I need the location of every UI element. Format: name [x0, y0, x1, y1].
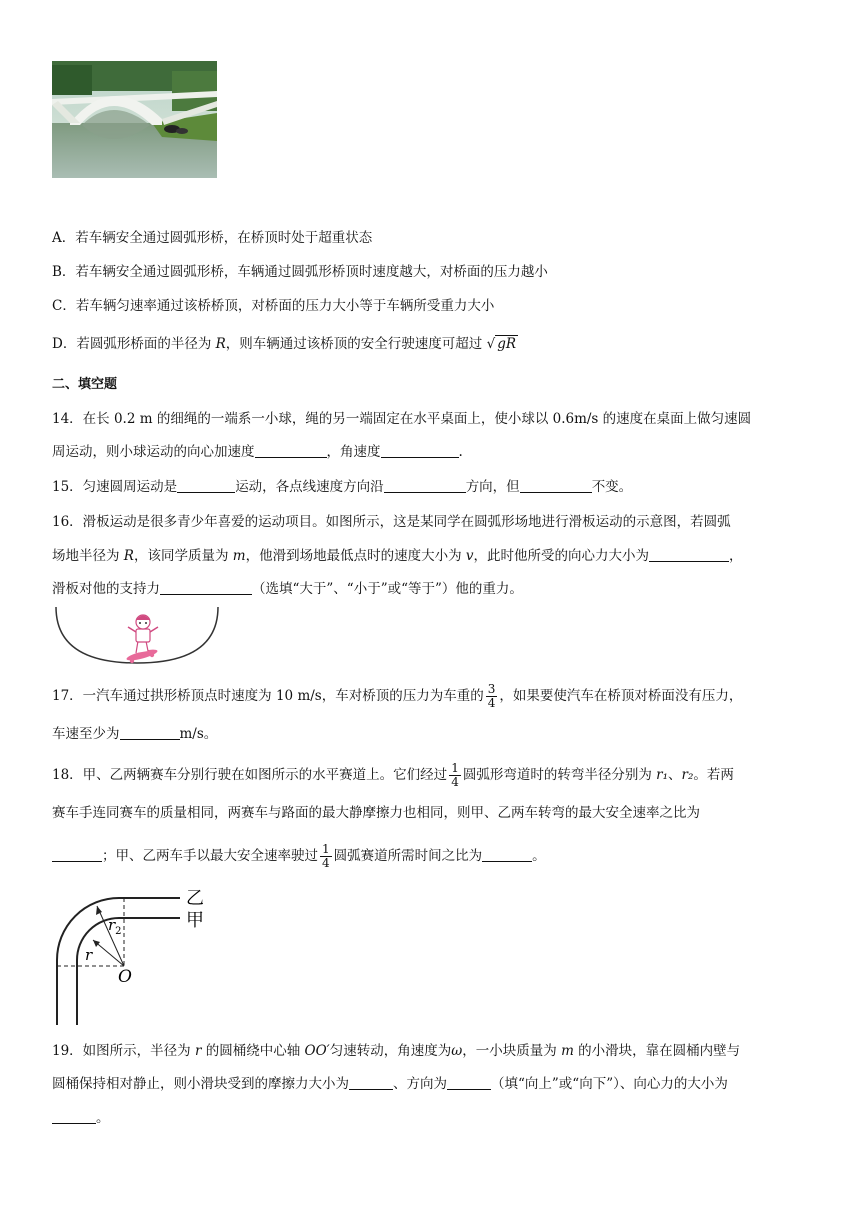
q19-blank-friction[interactable]	[349, 1075, 393, 1090]
q18-blank-ratio-speed[interactable]	[52, 847, 102, 862]
q17-blank-speed[interactable]	[120, 725, 180, 740]
track-label-yi: 乙	[186, 888, 204, 909]
skater-icon	[126, 615, 159, 663]
q15-blank-3[interactable]	[520, 478, 592, 493]
fraction-one-quarter-b: $\frac{1}{4}$	[322, 842, 330, 870]
q19-line3: 。	[52, 1108, 110, 1128]
racetrack-figure	[52, 880, 222, 1030]
q18-line1: 18．甲、乙两辆赛车分别行驶在如图所示的水平赛道上。它们经过 $\frac{1}{4}$ 圆弧形弯道时的转弯半径分别为 r₁、r₂。若两	[52, 761, 734, 789]
radius-label-r2: $r_2$	[108, 916, 122, 937]
option-c: C．若车辆匀速率通过该桥桥顶，对桥面的压力大小等于车辆所受重力大小	[52, 298, 495, 314]
q16-line3: 滑板对他的支持力 （选填“大于”、“小于”或“等于”）他的重力。	[52, 581, 523, 597]
option-d-r: R	[215, 336, 226, 352]
option-b: B．若车辆安全通过圆弧形桥，车辆通过圆弧形桥顶时速度越大，对桥面的压力越小	[52, 264, 548, 280]
q16-blank-support[interactable]	[160, 580, 252, 595]
track-label-jia: 甲	[186, 910, 204, 931]
section-title: 二、填空题	[52, 377, 118, 392]
q19-line1: 19．如图所示，半径为 r 的圆桶绕中心轴 OO′匀速转动，角速度为ω，一小块质量为 m 的小滑块，靠在圆桶内壁与	[52, 1043, 741, 1059]
q14-blank-omega[interactable]	[381, 443, 459, 458]
sqrt-gr: √ gR	[486, 336, 517, 352]
q18-line2: 赛车手连同赛车的质量相同，两赛车与路面的最大静摩擦力也相同，则甲、乙两车转弯的最大安全速率之比为	[52, 805, 700, 821]
option-d-post: ，则车辆通过该桥顶的安全行驶速度可超过	[225, 336, 487, 352]
fraction-one-quarter-a: $\frac{1}{4}$	[451, 761, 459, 789]
q17-line1: 17．一汽车通过拱形桥顶点时速度为 10 m/s，车对桥顶的压力为车重的 $\frac{3}{4}$ ，如果要使汽车在桥顶对桥面没有压力，	[52, 682, 743, 710]
q19-blank-centripetal[interactable]	[52, 1109, 96, 1124]
q15: 15．匀速圆周运动是 运动，各点线速度方向沿 方向，但 不变。	[52, 479, 633, 495]
q16-line2: 场地半径为 R，该同学质量为 m，他滑到场地最低点时的速度大小为 v，此时他所受的向心力大小为 ，	[52, 548, 743, 564]
center-label-o: O	[118, 967, 132, 987]
option-d	[52, 334, 518, 354]
radius-label-r1: r	[85, 946, 93, 964]
option-d-pre: D．若圆弧形桥面的半径为	[52, 336, 216, 352]
q14-line2: 周运动，则小球运动的向心加速度 ，角速度 .	[52, 444, 463, 460]
bridge-photo	[52, 61, 217, 178]
fraction-three-quarters: $\frac{3}{4}$	[487, 682, 496, 710]
option-a: A．若车辆安全通过圆弧形桥，在桥顶时处于超重状态	[52, 230, 373, 246]
q18-line3: ；甲、乙两车手以最大安全速率驶过 $\frac{1}{4}$ 圆弧赛道所需时间之比为 。	[52, 843, 546, 870]
q16-blank-force[interactable]	[649, 547, 729, 562]
q15-blank-1[interactable]	[177, 478, 235, 493]
q14-line1: 14．在长 0.2 m 的细绳的一端系一小球，绳的另一端固定在水平桌面上，使小球以 0.6m/s 的速度在桌面上做匀速圆	[52, 411, 752, 427]
q17-line2: 车速至少为 m/s。	[52, 726, 218, 742]
skateboard-figure	[52, 603, 222, 668]
q15-blank-2[interactable]	[384, 478, 466, 493]
q16-line1: 16．滑板运动是很多青少年喜爱的运动项目。如图所示，这是某同学在圆弧形场地进行滑板运动的示意图，若圆弧	[52, 514, 731, 530]
q14-blank-accel[interactable]	[255, 443, 327, 458]
q18-blank-ratio-time[interactable]	[482, 847, 532, 862]
q19-line2: 圆桶保持相对静止，则小滑块受到的摩擦力大小为 、方向为 （填“向上”或“向下”）、向心力的大小为	[52, 1076, 728, 1092]
q19-blank-direction[interactable]	[447, 1075, 491, 1090]
